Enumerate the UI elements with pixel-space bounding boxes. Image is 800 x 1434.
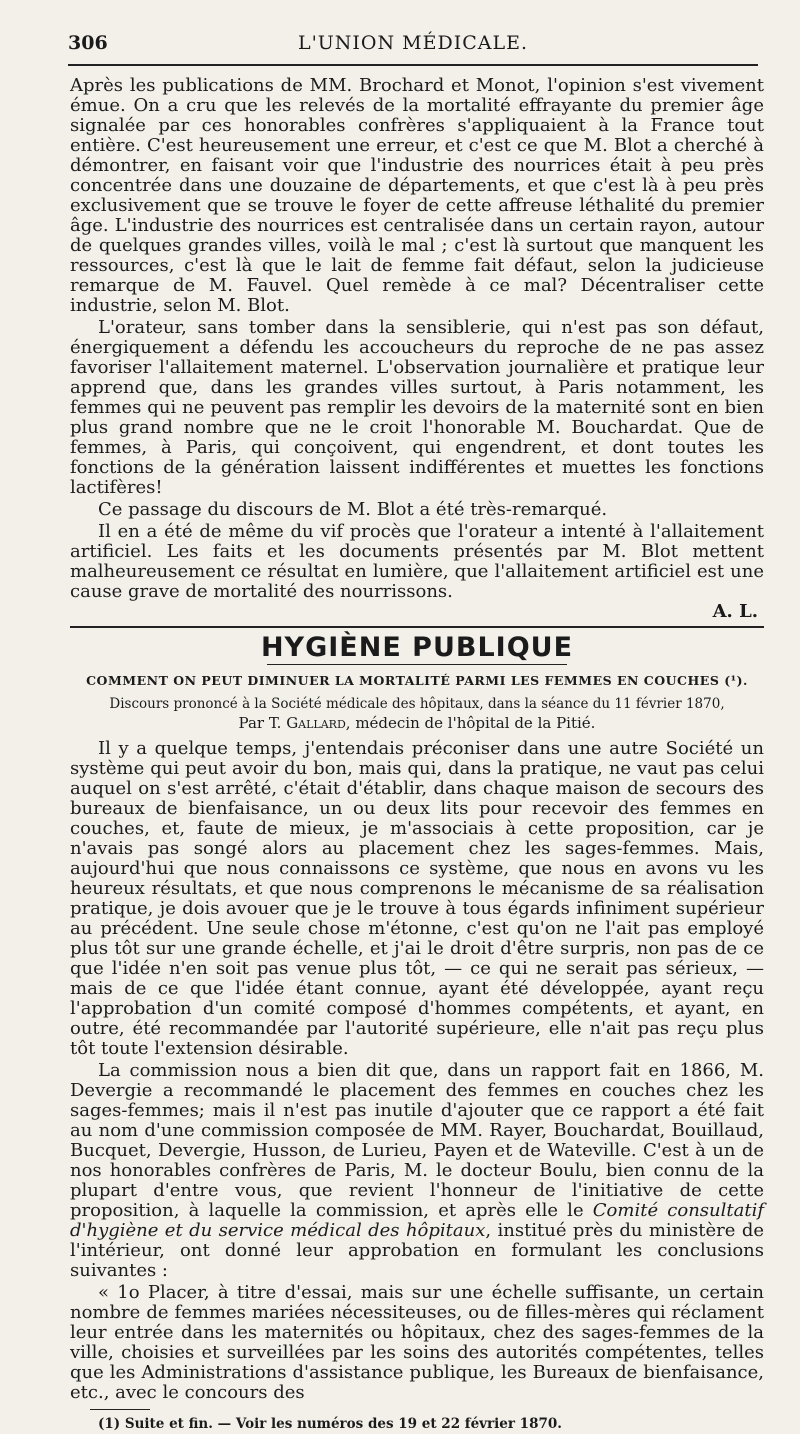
author-suffix: , médecin de l'hôpital de la Pitié. [345,714,596,732]
author-name: T. Gallard [268,714,346,732]
prev-paragraph-1: Après les publications de MM. Brochard et Monot, l'opinion s'est vivement émue. On a cru que les relevés de la mortalité effrayante du premier âge signalée par ces honorables confrères s'appliquaient à la France tout entière. C'est heureusement une erreur, et c'est ce que M. Blot a cherché à démontrer, en faisant voir que l'industrie des nourrices était à peu près concentrée dans une douzaine de départements, et que c'est là à peu près exclusivement que se trouve le foyer de cette affreuse léthalité du premier âge. L'industrie des nourrices est centralisée dans un certain rayon, autour de quelques grandes villes, voilà le mal ; c'est là surtout que manquent les ressources, c'est là que le lait de femme fait défaut, selon la judicieuse remarque de M. Fauvel. Quel remède à ce mal? Décentraliser cette industrie, selon M. Blot. [70,75,764,316]
section-title: HYGIÈNE PUBLIQUE [260,632,574,663]
page-header [68,28,758,68]
footnote: (1) Suite et fin. — Voir les numéros des 19 et 22 février 1870. [98,1416,562,1432]
prev-paragraph-4-block [70,522,764,602]
prev-paragraph-4: Il en a été de même du vif procès que l'orateur a intenté à l'allaitement artificiel. Les faits et les documents présentés par M. Blot mettent malheureusement ce résultat en lumière, que l'allaitement artificiel est une cause grave de mortalité des nourrissons. [70,521,764,602]
prev-paragraph-2: L'orateur, sans tomber dans la sensiblerie, qui n'est pas son défaut, énergiquement a défendu les accoucheurs du reproche de ne pas assez favoriser l'allaitement maternel. L'observation journalière et pratique leur apprend que, dans les grandes villes surtout, à Paris notamment, les femmes qui ne peuvent pas remplir les devoirs de la maternité sont en bien plus grand nombre que ne le croit l'honorable M. Bouchardat. Que de femmes, à Paris, qui conçoivent, qui engendrent, et dont toutes les fonctions de la génération laissent indifférentes et muettes les fonctions lactifères! [70,317,764,498]
article-paragraph-1: Il y a quelque temps, j'entendais préconiser dans une autre Société un système qui peut avoir du bon, mais qui, dans la pratique, ne vaut pas celui auquel on s'est arrêté, c'était d'établir, dans chaque maison de secours des bureaux de bienfaisance, un ou deux lits pour recevoir des femmes en couches, et, faute de mieux, je m'associais à cette proposition, car je n'avais pas songé alors au placement chez les sages-femmes. Mais, aujourd'hui que nous connaissons ce système, que nous en avons vu les heureux résultats, et que nous comprenons le mécanisme de sa réalisation pratique, je dois avouer que je le trouve à tous égards infiniment supérieur au précédent. Une seule chose m'étonne, c'est qu'on ne l'ait pas employé plus tôt sur une grande échelle, et j'ai le droit d'être surpris, non pas de ce que l'idée n'en soit pas venue plus tôt, — ce qui ne serait pas sérieux, — mais de ce que l'idée étant connue, ayant été développée, ayant reçu l'approbation d'un comité composé d'hommes compétents, et ayant, en outre, été recommandée par l'autorité supérieure, elle n'ait pas reçu plus tôt toute l'extension désirable. [70,738,764,1059]
page-number: 306 [68,32,108,54]
p2-text-a: La commission nous a bien dit que, dans un rapport fait en 1866, M. Devergie a recommandé le placement des femmes en couches chez les sages-femmes; mais il n'est pas inutile d'ajouter que ce rapport a été fait au nom d'une commission composée de MM. Rayer, Bouchardat, Bouillaud, Bucquet, Devergie, Husson, de Lurieu, Payen et de Wateville. C'est à un de nos honorables confrères de Paris, M. le docteur Boulu, bien connu de la plupart d'entre vous, que revient l'honneur de l'initiative de cette proposition, à laquelle la commission, et après elle le [70,1060,764,1221]
section-title-rule [267,664,567,665]
p2-committee-name: Comité consultatif d'hygiène et du service médical des hôpitaux [70,1200,764,1241]
signature-line [70,602,764,622]
journal-title: L'UNION MÉDICALE. [297,32,529,54]
article-paragraph-2 [70,1061,764,1281]
page-body [70,76,764,1434]
signature: A. L. [712,601,758,622]
p2-text-b: , institué près du ministère de l'intérieur, ont donné leur approbation en formulant les conclusions suivantes : [70,1220,764,1281]
article-paragraph-3: « 1o Placer, à titre d'essai, mais sur une échelle suffisante, un certain nombre de femmes mariées nécessiteuses, ou de filles-mères qui réclament leur entrée dans les maternités ou hôpitaux, chez des sages-femmes de la ville, choisies et surveillées par les soins des autorités compétentes, telles que les Administrations d'assistance publique, les Bureaux de bienfaisance, etc., avec le concours des [70,1282,764,1403]
article-title: COMMENT ON PEUT DIMINUER LA MORTALITÉ PARMI LES FEMMES EN COUCHES (¹). [86,673,748,688]
footnote-rule [90,1409,150,1410]
article-author [70,713,764,733]
section-separator [70,626,764,628]
author-prefix: Par [238,714,269,732]
header-rule [68,64,758,66]
article-subtitle: Discours prononcé à la Société médicale des hôpitaux, dans la séance du 11 février 1870, [109,696,725,712]
prev-paragraph-3: Ce passage du discours de M. Blot a été très-remarqué. [98,499,608,520]
